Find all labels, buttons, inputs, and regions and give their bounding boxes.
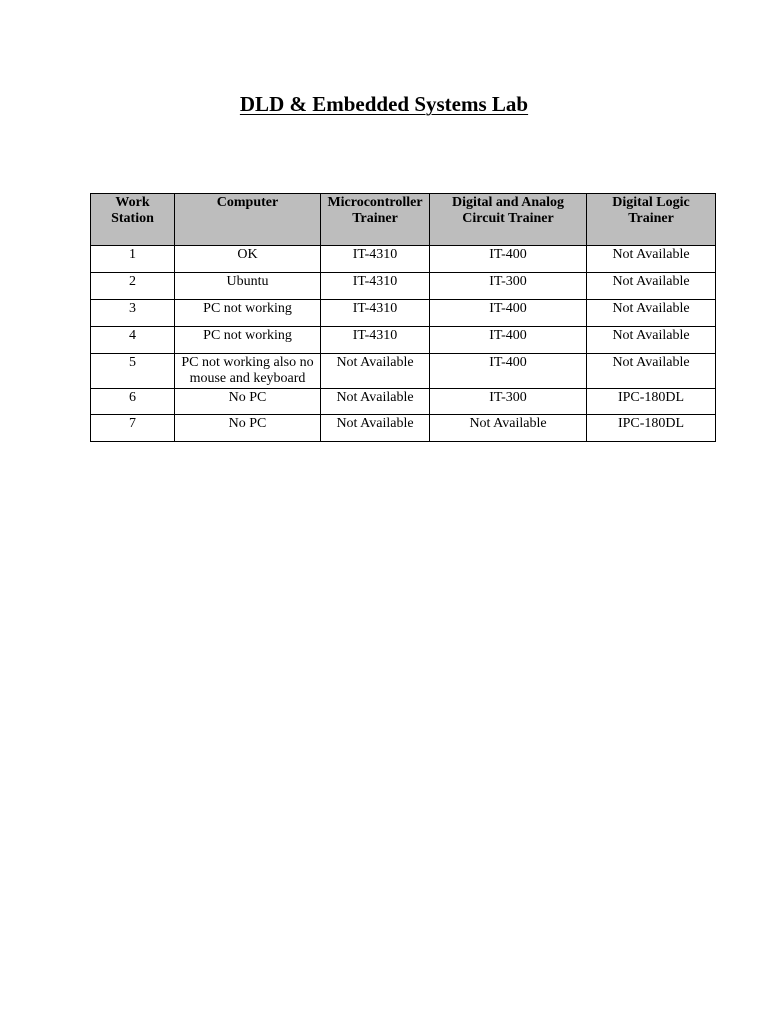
cell-digital-analog-trainer: IT-400 bbox=[430, 327, 587, 354]
cell-digital-logic-trainer: Not Available bbox=[587, 300, 716, 327]
table-row bbox=[91, 246, 716, 273]
document-title bbox=[0, 92, 768, 117]
cell-work-station: 1 bbox=[91, 246, 175, 273]
cell-computer: No PC bbox=[175, 415, 321, 442]
header-computer: Computer bbox=[175, 194, 321, 246]
cell-digital-analog-trainer: IT-300 bbox=[430, 273, 587, 300]
cell-digital-analog-trainer: IT-400 bbox=[430, 300, 587, 327]
cell-microcontroller-trainer: IT-4310 bbox=[321, 273, 430, 300]
cell-work-station: 4 bbox=[91, 327, 175, 354]
table-row bbox=[91, 354, 716, 389]
lab-equipment-table bbox=[90, 193, 716, 442]
header-work-station: Work Station bbox=[91, 194, 175, 246]
cell-microcontroller-trainer: IT-4310 bbox=[321, 300, 430, 327]
cell-computer: Ubuntu bbox=[175, 273, 321, 300]
cell-digital-logic-trainer: Not Available bbox=[587, 273, 716, 300]
cell-work-station: 6 bbox=[91, 389, 175, 415]
cell-digital-analog-trainer: IT-400 bbox=[430, 246, 587, 273]
cell-microcontroller-trainer: IT-4310 bbox=[321, 327, 430, 354]
cell-digital-analog-trainer: Not Available bbox=[430, 415, 587, 442]
cell-computer: PC not working also no mouse and keyboard bbox=[175, 354, 321, 389]
cell-digital-logic-trainer: IPC-180DL bbox=[587, 389, 716, 415]
cell-microcontroller-trainer: Not Available bbox=[321, 389, 430, 415]
table-row bbox=[91, 389, 716, 415]
header-digital-logic-trainer: Digital Logic Trainer bbox=[587, 194, 716, 246]
document-title-text: DLD & Embedded Systems Lab bbox=[239, 92, 529, 116]
cell-work-station: 5 bbox=[91, 354, 175, 389]
cell-microcontroller-trainer: Not Available bbox=[321, 415, 430, 442]
cell-microcontroller-trainer: IT-4310 bbox=[321, 246, 430, 273]
cell-digital-analog-trainer: IT-400 bbox=[430, 354, 587, 389]
header-digital-analog-trainer: Digital and Analog Circuit Trainer bbox=[430, 194, 587, 246]
table-row bbox=[91, 300, 716, 327]
table-header-row bbox=[91, 194, 716, 246]
table-row bbox=[91, 327, 716, 354]
cell-microcontroller-trainer: Not Available bbox=[321, 354, 430, 389]
cell-digital-logic-trainer: IPC-180DL bbox=[587, 415, 716, 442]
cell-computer: PC not working bbox=[175, 300, 321, 327]
cell-work-station: 7 bbox=[91, 415, 175, 442]
table-row bbox=[91, 273, 716, 300]
cell-computer: PC not working bbox=[175, 327, 321, 354]
header-microcontroller-trainer: Microcontroller Trainer bbox=[321, 194, 430, 246]
table-row bbox=[91, 415, 716, 442]
cell-work-station: 2 bbox=[91, 273, 175, 300]
cell-digital-logic-trainer: Not Available bbox=[587, 327, 716, 354]
cell-computer: OK bbox=[175, 246, 321, 273]
cell-digital-logic-trainer: Not Available bbox=[587, 246, 716, 273]
cell-digital-logic-trainer: Not Available bbox=[587, 354, 716, 389]
cell-work-station: 3 bbox=[91, 300, 175, 327]
cell-computer: No PC bbox=[175, 389, 321, 415]
cell-digital-analog-trainer: IT-300 bbox=[430, 389, 587, 415]
